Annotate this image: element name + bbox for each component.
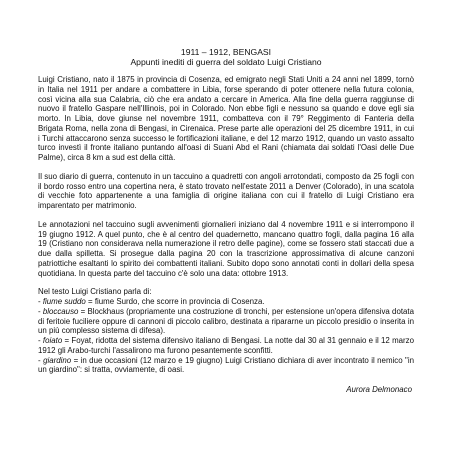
paragraph-notebook-content: Le annotazioni nel taccuino sugli avvenimenti giornalieri iniziano dal 4 novembre 1911 e si interrompono il 19 giugno 1912. A quel punto, che è al centro del quadernetto, mancano quattro fogli, dalla pagina 16 alla 19 (Cristiano non considerava nella numerazione il retro delle pagine), come se fossero stati staccati due a due dalla spilletta. Si prosegue dalla pagina 20 con la trascrizione approssimativa di alcune canzoni patriottiche esaltanti lo spirito dei combattenti italiani. Subito dopo sono annotati conti in dollari della spesa quotidiana. In questa parte del taccuino c'è solo una data: ottobre 1913. [38,219,414,278]
glossary-definition: = Blockhaus (propriamente una costruzione di tronchi, per estensione un'opera difensiva dotata di feritoie fuciliere oppure di cannoni di piccolo calibro, destinata a ripararne un piccolo presidio o inserita in un più complesso sistema di difesa). [38,306,414,336]
glossary-list [38,297,414,375]
glossary-term: foiato [42,336,63,345]
document-subtitle: Appunti inediti di guerra del soldato Luigi Cristiano [130,57,322,67]
document-header [38,47,414,67]
paragraph-diary-discovery: Il suo diario di guerra, contenuto in un taccuino a quadretti con angoli arrotondati, composto da 25 fogli con il bordo rosso entro una copertina nera, è stato trovato nell'estate 2011 a Denver (Colorado), in una scatola di vecchie foto appartenente a una famiglia di origine italiana con cui il fratello di Luigi Cristiano era imparentato per matrimonio. [38,171,414,210]
glossary-item-prefix: - [38,336,43,345]
glossary-intro: Nel testo Luigi Cristiano parla di: [38,287,152,297]
glossary-item [38,336,414,356]
glossary-term: fiume suddo [42,297,86,306]
glossary-item-prefix: - [38,355,44,365]
glossary-term: giardino [43,355,72,365]
glossary-definition: = fiume Surdo, che scorre in provincia di Cosenza. [88,297,265,306]
glossary-item [38,307,414,336]
paragraph-biography: Luigi Cristiano, nato il 1875 in provincia di Cosenza, ed emigrato negli Stati Uniti a 24 anni nel 1899, tornò in Italia nel 1911 per andare a combattere in Libia, forse sperando di poter ottenere nella futura colonia, così vicina alla sua Calabria, ciò che era andato a cercare in America. Alla fine della guerra raggiunse di nuovo il fratello Gaspare nell'Illinois, poi in Colorado. Non ebbe figli e nessuno sa quando e dove egli sia morto. In Libia, dove giunse nel novembre 1911, combatteva con il 79° Reggimento di Fanteria della Brigata Roma, nella zona di Bengasi, in Cirenaica. Prese parte alle operazioni del 25 dicembre 1911, in cui i Turchi attaccarono senza successo le fortificazioni italiane, e del 12 marzo 1912, quando un vasto assalto turco investì il fronte italiano puntando all'oasi di Suani Abd el Rani (chiamata dai soldati l'Oasi delle Due Palme), circa 8 km a sud est della città. [38,75,414,162]
document-title: 1911 – 1912, BENGASI [180,47,272,57]
glossary-definition: = Foyat, ridotta del sistema difensivo italiano di Bengasi. La notte dal 30 al 31 gennaio e il 12 marzo 1912 gli Arabo-turchi l'assalirono ma furono pesantemente sconfitti. [38,336,415,355]
glossary-item-prefix: - [38,306,43,316]
glossary-definition: = in due occasioni (12 marzo e 19 giugno) Luigi Cristiano dichiara di aver incontrato il nemico "in un giardino": si tratta, ovviamente, di oasi. [38,355,414,375]
glossary-item [38,356,414,376]
glossary-item [38,297,414,307]
glossary-term: bloccauso [42,306,79,316]
author-signature: Aurora Delmonaco [346,385,412,394]
glossary-item-prefix: - [38,297,43,306]
